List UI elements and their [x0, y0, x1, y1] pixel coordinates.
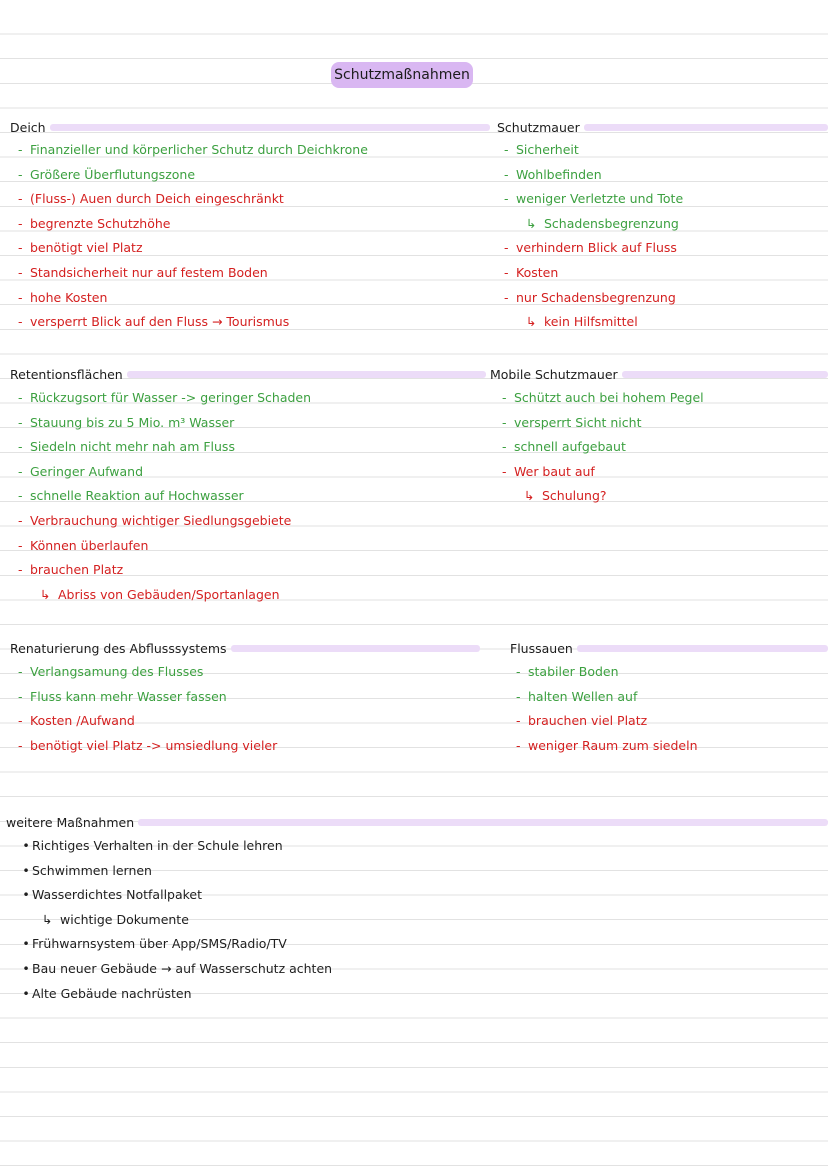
list-item: - stabiler Boden	[516, 664, 619, 679]
list-item: ↳ Schulung?	[502, 484, 704, 509]
section-heading-schutzmauer	[497, 117, 828, 137]
list-item: - Siedeln nicht mehr nah am Fluss	[18, 439, 235, 455]
heading-highlight	[127, 371, 486, 378]
list-item: - Größere Überflutungszone	[18, 166, 196, 182]
heading-highlight	[138, 819, 828, 826]
list-item: - weniger Raum zum siedeln	[516, 737, 698, 753]
list-item: ↳ Schadensbegrenzung	[504, 212, 683, 237]
list-item: - versperrt Blick auf den Fluss → Tourismus	[18, 314, 290, 330]
list-item: - Sicherheit	[504, 142, 579, 157]
list-item: - nur Schadensbegrenzung	[504, 289, 676, 305]
section-heading-deich	[10, 117, 490, 137]
list-item: - weniger Verletzte und Tote	[504, 191, 684, 207]
flussauen-list	[516, 660, 698, 758]
mobile-list	[502, 386, 704, 509]
list-item: - Standsicherheit nur auf festem Boden	[18, 264, 268, 280]
list-item: - Geringer Aufwand	[18, 463, 144, 479]
list-item: - halten Wellen auf	[516, 688, 638, 704]
list-item: • Wasserdichtes Notfallpaket	[22, 887, 203, 903]
list-item: - begrenzte Schutzhöhe	[18, 215, 171, 231]
sub-arrow-icon: ↳	[40, 586, 51, 602]
list-item: ↳ kein Hilfsmittel	[504, 310, 683, 335]
retention-list	[18, 386, 311, 607]
heading-text: Deich	[10, 119, 46, 135]
list-item: • Frühwarnsystem über App/SMS/Radio/TV	[22, 936, 287, 952]
list-item: • Bau neuer Gebäude → auf Wasserschutz achten	[22, 960, 333, 976]
sub-arrow-icon: ↳	[526, 215, 537, 231]
list-item: - brauchen viel Platz	[516, 713, 648, 729]
deich-list	[18, 138, 368, 335]
schutzmauer-list	[504, 138, 683, 335]
heading-highlight	[584, 124, 828, 131]
list-item: • Schwimmen lernen	[22, 862, 152, 878]
renaturierung-list	[18, 660, 277, 758]
list-item: - Wohlbefinden	[504, 166, 602, 182]
list-item: - versperrt Sicht nicht	[502, 414, 642, 430]
list-item: - brauchen Platz	[18, 562, 124, 578]
list-item: - Verbrauchung wichtiger Siedlungsgebiete	[18, 512, 292, 528]
heading-highlight	[231, 645, 480, 652]
heading-highlight	[577, 645, 828, 652]
list-item: - Stauung bis zu 5 Mio. m³ Wasser	[18, 414, 235, 430]
heading-text: Retentionsflächen	[10, 366, 123, 382]
heading-highlight	[50, 124, 490, 131]
list-item: ↳ Abriss von Gebäuden/Sportanlagen	[18, 583, 311, 608]
sub-arrow-icon: ↳	[42, 911, 53, 927]
list-item: - hohe Kosten	[18, 289, 108, 305]
page-title: Schutzmaßnahmen	[331, 62, 473, 88]
list-item: - schnell aufgebaut	[502, 439, 626, 455]
heading-text: Schutzmauer	[497, 119, 580, 135]
heading-text: Mobile Schutzmauer	[490, 366, 618, 382]
list-item: - Kosten /Aufwand	[18, 713, 135, 729]
list-item: - schnelle Reaktion auf Hochwasser	[18, 488, 244, 504]
heading-text: Renaturierung des Abflusssystems	[10, 640, 227, 656]
list-item: - Schützt auch bei hohem Pegel	[502, 390, 704, 405]
section-heading-retention	[10, 364, 486, 384]
sub-arrow-icon: ↳	[524, 488, 535, 504]
heading-text: weitere Maßnahmen	[6, 814, 135, 830]
section-heading-renaturierung	[10, 638, 480, 658]
list-item: - Fluss kann mehr Wasser fassen	[18, 688, 227, 704]
list-item: • Alte Gebäude nachrüsten	[22, 985, 192, 1001]
list-item: - Wer baut auf	[502, 463, 595, 479]
list-item: - Verlangsamung des Flusses	[18, 664, 204, 679]
weitere-list	[20, 834, 332, 1006]
heading-text: Flussauen	[510, 640, 573, 656]
heading-highlight	[622, 371, 828, 378]
list-item: - Finanzieller und körperlicher Schutz durch Deichkrone	[18, 142, 368, 157]
list-item: - benötigt viel Platz -> umsiedlung vieler	[18, 737, 278, 753]
section-heading-weitere	[6, 812, 828, 832]
section-heading-flussauen	[510, 638, 828, 658]
sub-arrow-icon: ↳	[526, 314, 537, 330]
list-item: - Rückzugsort für Wasser -> geringer Schaden	[18, 390, 312, 405]
list-item: - verhindern Blick auf Fluss	[504, 240, 677, 256]
list-item: - benötigt viel Platz	[18, 240, 143, 256]
list-item: - (Fluss-) Auen durch Deich eingeschränkt	[18, 191, 284, 207]
list-item: ↳ wichtige Dokumente	[20, 908, 332, 933]
list-item: - Können überlaufen	[18, 537, 149, 553]
list-item: • Richtiges Verhalten in der Schule lehren	[22, 838, 283, 853]
list-item: - Kosten	[504, 264, 559, 280]
section-heading-mobile	[490, 364, 828, 384]
